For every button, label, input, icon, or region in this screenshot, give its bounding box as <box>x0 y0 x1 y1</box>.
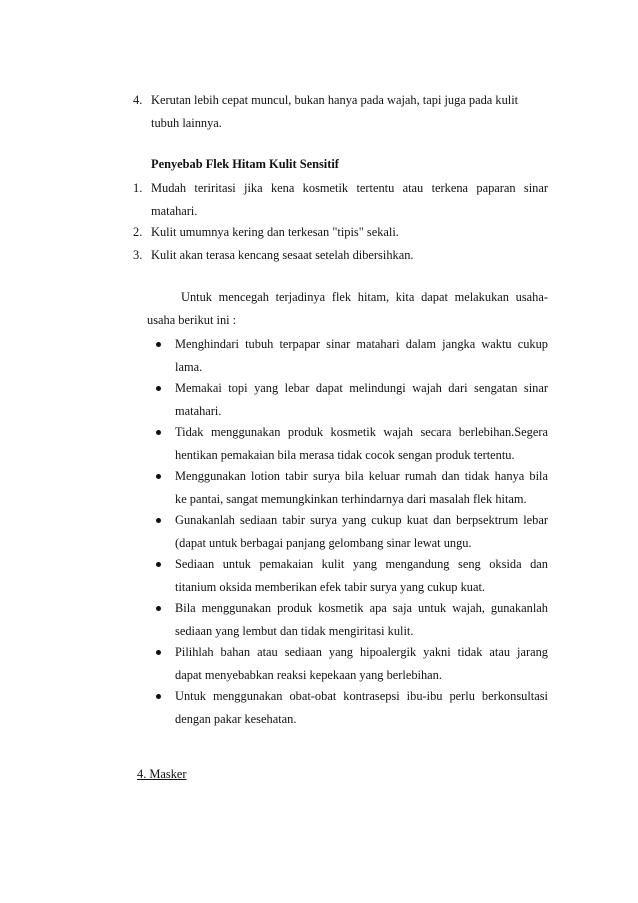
bullet-icon <box>156 430 161 435</box>
list-item-text-cont: matahari. <box>151 204 198 218</box>
bullet-item-text-cont: sediaan yang lembut dan tidak mengiritasi kulit. <box>175 624 414 638</box>
list-item-text: Kulit umumnya kering dan terkesan "tipis" sekali. <box>151 225 399 239</box>
bullet-item-text: Pilihlah bahan atau sediaan yang hipoalergik yakni tidak atau jarang <box>175 645 548 659</box>
bullet-item-text: Menghindari tubuh terpapar sinar matahari dalam jangka waktu cukup <box>175 337 548 351</box>
bullet-item-text-cont: matahari. <box>175 404 222 418</box>
bullet-icon <box>156 342 161 347</box>
bullet-icon <box>156 562 161 567</box>
list-item-text: Kerutan lebih cepat muncul, bukan hanya pada wajah, tapi juga pada kulit <box>151 93 519 107</box>
bullet-item-text: Menggunakan lotion tabir surya bila keluar rumah dan tidak hanya bila <box>175 469 548 483</box>
bullet-icon <box>156 650 161 655</box>
bullet-item-text-cont: titanium oksida memberikan efek tabir surya yang cukup kuat. <box>175 580 486 594</box>
list-number: 1. <box>133 181 143 195</box>
bullet-item-text-cont: lama. <box>175 360 203 374</box>
bullet-item-text-cont: dengan pakar kesehatan. <box>175 712 297 726</box>
list-item-text-cont: tubuh lainnya. <box>151 116 222 130</box>
section-heading: 4. Masker <box>137 767 187 781</box>
bullet-icon <box>156 518 161 523</box>
list-number: 4. <box>133 93 143 107</box>
list-number: 3. <box>133 248 143 262</box>
list-item-text: Kulit akan terasa kencang sesaat setelah dibersihkan. <box>151 248 414 262</box>
bullet-item-text-cont: ke pantai, sangat memungkinkan terhindarnya dari masalah flek hitam. <box>175 492 527 506</box>
bullet-item-text: Memakai topi yang lebar dapat melindungi wajah dari sengatan sinar <box>175 381 548 395</box>
bullet-item-text: Bila menggunakan produk kosmetik apa saja untuk wajah, gunakanlah <box>175 601 548 615</box>
section-subheading: Penyebab Flek Hitam Kulit Sensitif <box>151 157 339 171</box>
bullet-icon <box>156 606 161 611</box>
list-item-text: Mudah teriritasi jika kena kosmetik tertentu atau terkena paparan sinar <box>151 181 548 195</box>
bullet-icon <box>156 474 161 479</box>
list-number: 2. <box>133 225 143 239</box>
bullet-icon <box>156 386 161 391</box>
bullet-item-text-cont: (dapat untuk berbagai panjang gelombang sinar lewat ungu. <box>175 536 472 550</box>
bullet-item-text: Gunakanlah sediaan tabir surya yang cukup kuat dan berpsektrum lebar <box>175 513 548 527</box>
bullet-item-text-cont: dapat menyebabkan reaksi kepekaan yang berlebihan. <box>175 668 442 682</box>
bullet-item-text: Sediaan untuk pemakaian kulit yang mengandung seng oksida dan <box>175 557 548 571</box>
bullet-item-text: Untuk menggunakan obat-obat kontrasepsi ibu-ibu perlu berkonsultasi <box>175 689 548 703</box>
bullet-item-text: Tidak menggunakan produk kosmetik wajah secara berlebihan.Segera <box>175 425 548 439</box>
paragraph-text: Untuk mencegah terjadinya flek hitam, kita dapat melakukan usaha- <box>181 290 548 304</box>
paragraph-text-cont: usaha berikut ini : <box>147 313 237 327</box>
bullet-icon <box>156 694 161 699</box>
bullet-item-text-cont: hentikan pemakaian bila merasa tidak cocok sengan produk tertentu. <box>175 448 515 462</box>
